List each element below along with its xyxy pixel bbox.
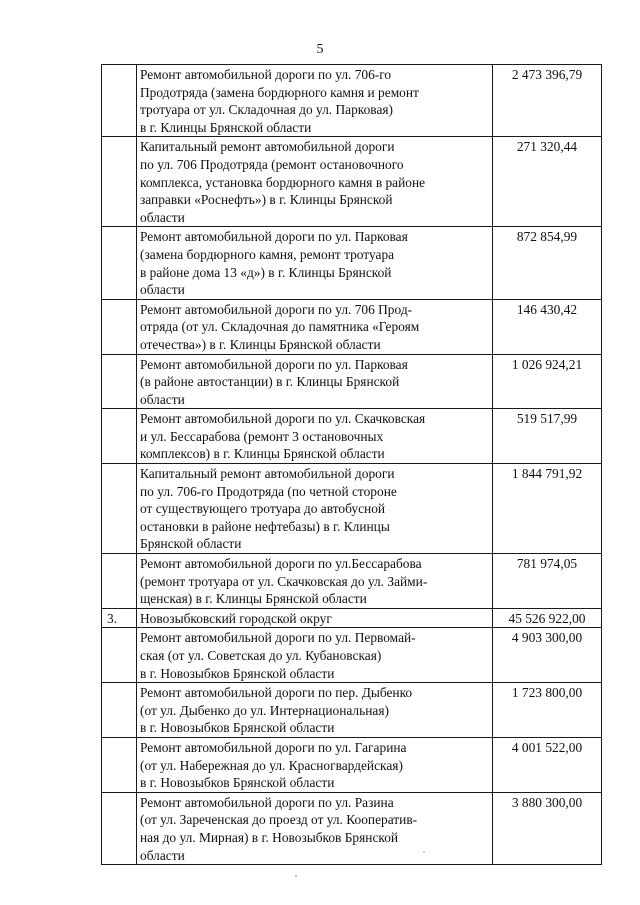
table-row: [102, 554, 602, 609]
work-description: Ремонт автомобильной дороги по ул. Парковая (в районе автостанции) в г. Клинцы Брянской области: [137, 354, 493, 409]
row-number: [102, 628, 137, 683]
work-amount: 872 854,99: [493, 227, 602, 299]
table-row: [102, 464, 602, 554]
table-row: [102, 628, 602, 683]
work-amount: 781 974,05: [493, 554, 602, 609]
row-number: [102, 354, 137, 409]
work-amount: 1 026 924,21: [493, 354, 602, 409]
row-number: [102, 65, 137, 137]
work-description: Ремонт автомобильной дороги по ул.Бессарабова (ремонт тротуара от ул. Скачковская до ул. Займи- щенская) в г. Клинцы Брянской области: [137, 554, 493, 609]
page-number: 5: [316, 42, 324, 57]
row-number: [102, 554, 137, 609]
table-row: [102, 354, 602, 409]
work-description: Ремонт автомобильной дороги по ул. 706 Прод- отряда (от ул. Складочная до памятника «Героям отечества») в г. Клинцы Брянской области: [137, 299, 493, 354]
work-description: Новозыбковский городской округ: [137, 608, 493, 628]
work-description: Ремонт автомобильной дороги по ул. Скачковская и ул. Бессарабова (ремонт 3 остановочных комплексов) в г. Клинцы Брянской области: [137, 409, 493, 464]
table-row: [102, 137, 602, 227]
row-number: [102, 464, 137, 554]
table-row: [102, 608, 602, 628]
work-description: Ремонт автомобильной дороги по ул. Первомай- ская (от ул. Советская до ул. Кубановская) в г. Новозыбков Брянской области: [137, 628, 493, 683]
work-amount: 2 473 396,79: [493, 65, 602, 137]
works-table-body: [102, 65, 602, 865]
work-description: Капитальный ремонт автомобильной дороги по ул. 706-го Продотряда (по четной стороне от существующего тротуара до автобусной остановки в районе нефтебазы) в г. Клинцы Брянской области: [137, 464, 493, 554]
work-description: Капитальный ремонт автомобильной дороги по ул. 706 Продотряда (ремонт остановочного комплекса, установка бордюрного камня в районе заправки «Роснефть») в г. Клинцы Брянской области: [137, 137, 493, 227]
row-number: [102, 409, 137, 464]
row-number: [102, 683, 137, 738]
row-number: [102, 227, 137, 299]
table-row: [102, 737, 602, 792]
work-amount: 1 844 791,92: [493, 464, 602, 554]
works-table: [101, 64, 602, 865]
work-description: Ремонт автомобильной дороги по пер. Дыбенко (от ул. Дыбенко до ул. Интернациональная) в г. Новозыбков Брянской области: [137, 683, 493, 738]
table-row: [102, 65, 602, 137]
work-amount: 4 001 522,00: [493, 737, 602, 792]
work-description: Ремонт автомобильной дороги по ул. Гагарина (от ул. Набережная до ул. Красногвардейская) в г. Новозыбков Брянской области: [137, 737, 493, 792]
work-amount: 3 880 300,00: [493, 792, 602, 864]
table-row: [102, 409, 602, 464]
row-number: [102, 792, 137, 864]
work-description: Ремонт автомобильной дороги по ул. Разина (от ул. Зареченская до проезд от ул. Кооператив- ная до ул. Мирная) в г. Новозыбков Брянской области: [137, 792, 493, 864]
work-amount: 271 320,44: [493, 137, 602, 227]
work-amount: 146 430,42: [493, 299, 602, 354]
table-row: [102, 792, 602, 864]
table-row: [102, 683, 602, 738]
work-amount: 1 723 800,00: [493, 683, 602, 738]
row-number: [102, 299, 137, 354]
row-number: [102, 737, 137, 792]
work-description: Ремонт автомобильной дороги по ул. 706-го Продотряда (замена бордюрного камня и ремонт тротуара от ул. Складочная до ул. Парковая) в г. Клинцы Брянской области: [137, 65, 493, 137]
work-description: Ремонт автомобильной дороги по ул. Парковая (замена бордюрного камня, ремонт тротуара в районе дома 13 «д») в г. Клинцы Брянской области: [137, 227, 493, 299]
work-amount: 519 517,99: [493, 409, 602, 464]
row-number: [102, 137, 137, 227]
row-number: 3.: [102, 608, 137, 628]
table-row: [102, 227, 602, 299]
work-amount: 45 526 922,00: [493, 608, 602, 628]
work-amount: 4 903 300,00: [493, 628, 602, 683]
table-row: [102, 299, 602, 354]
